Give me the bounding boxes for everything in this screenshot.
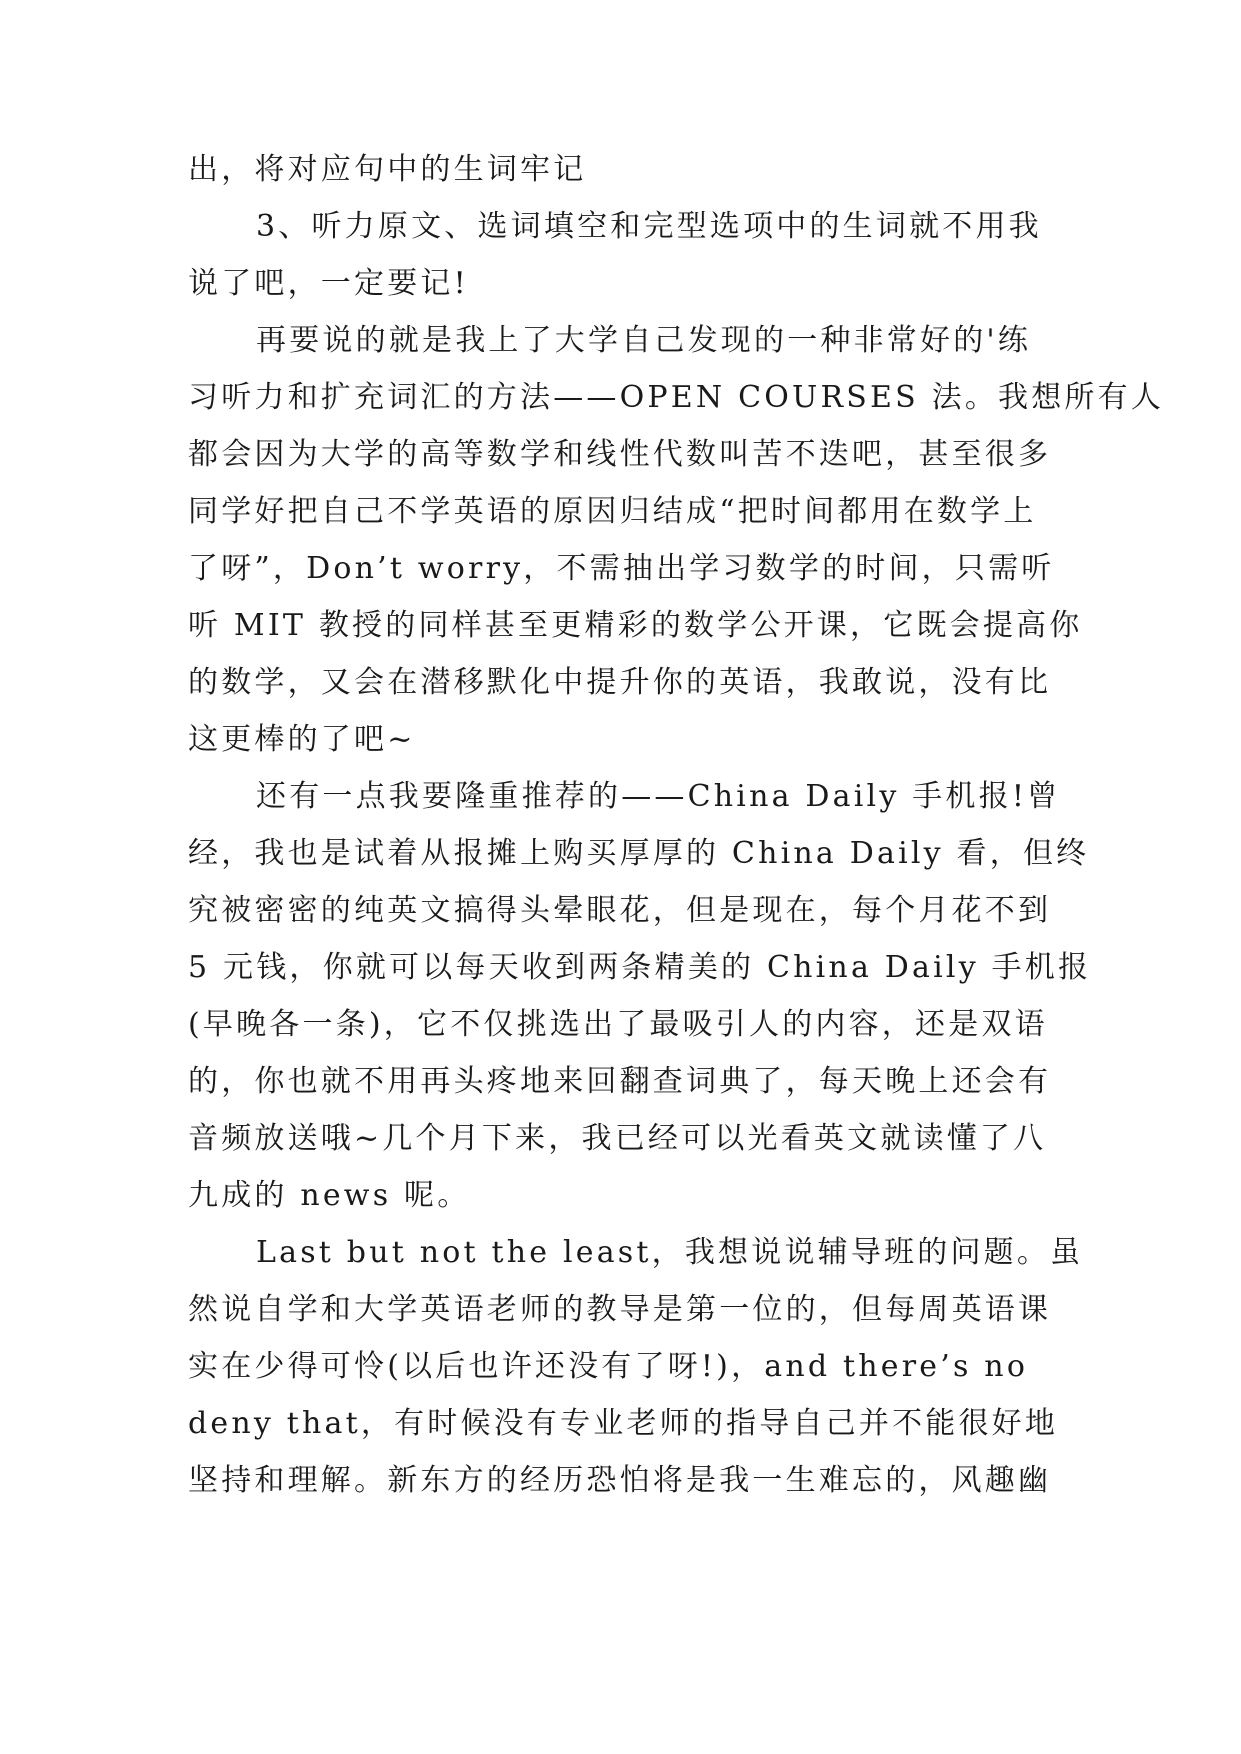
text-line-2: 3、听力原文、选词填空和完型选项中的生词就不用我	[256, 209, 1042, 244]
text-line-11: 这更棒的了吧~	[188, 722, 416, 757]
text-line-4: 再要说的就是我上了大学自己发现的一种非常好的'练	[256, 323, 1032, 358]
text-line-24: 坚持和理解。新东方的经历恐怕将是我一生难忘的，风趣幽	[188, 1463, 1052, 1498]
text-line-7: 同学好把自己不学英语的原因归结成“把时间都用在数学上	[188, 494, 1037, 529]
text-line-21: 然说自学和大学英语老师的教导是第一位的，但每周英语课	[188, 1292, 1052, 1327]
text-line-23: deny that，有时候没有专业老师的指导自己并不能很好地	[188, 1406, 1059, 1441]
text-line-8: 了呀”，Don’t worry，不需抽出学习数学的时间，只需听	[188, 551, 1055, 586]
text-line-3: 说了吧，一定要记!	[188, 266, 469, 301]
text-line-10: 的数学，又会在潜移默化中提升你的英语，我敢说，没有比	[188, 665, 1052, 700]
text-line-16: (早晚各一条)，它不仅挑选出了最吸引人的内容，还是双语	[188, 1007, 1048, 1042]
text-line-13: 经，我也是试着从报摊上购买厚厚的 China Daily 看，但终	[188, 836, 1090, 871]
text-line-19: 九成的 news 呢。	[188, 1178, 471, 1213]
text-line-14: 究被密密的纯英文搞得头晕眼花，但是现在，每个月花不到	[188, 893, 1052, 928]
text-line-22: 实在少得可怜(以后也许还没有了呀!)，and there’s no	[188, 1349, 1029, 1384]
text-line-5: 习听力和扩充词汇的方法——OPEN COURSES 法。我想所有人	[188, 380, 1165, 415]
text-line-15: 5 元钱，你就可以每天收到两条精美的 China Daily 手机报	[188, 950, 1092, 985]
text-line-12: 还有一点我要隆重推荐的——China Daily 手机报!曾	[256, 779, 1061, 814]
text-line-20: Last but not the least，我想说说辅导班的问题。虽	[256, 1235, 1084, 1270]
text-line-9: 听 MIT 教授的同样甚至更精彩的数学公开课，它既会提高你	[188, 608, 1083, 643]
text-line-1: 出，将对应句中的生词牢记	[188, 152, 587, 187]
text-line-18: 音频放送哦~几个月下来，我已经可以光看英文就读懂了八	[188, 1121, 1047, 1156]
text-line-6: 都会因为大学的高等数学和线性代数叫苦不迭吧，甚至很多	[188, 437, 1052, 472]
text-line-17: 的，你也就不用再头疼地来回翻查词典了，每天晚上还会有	[188, 1064, 1052, 1099]
